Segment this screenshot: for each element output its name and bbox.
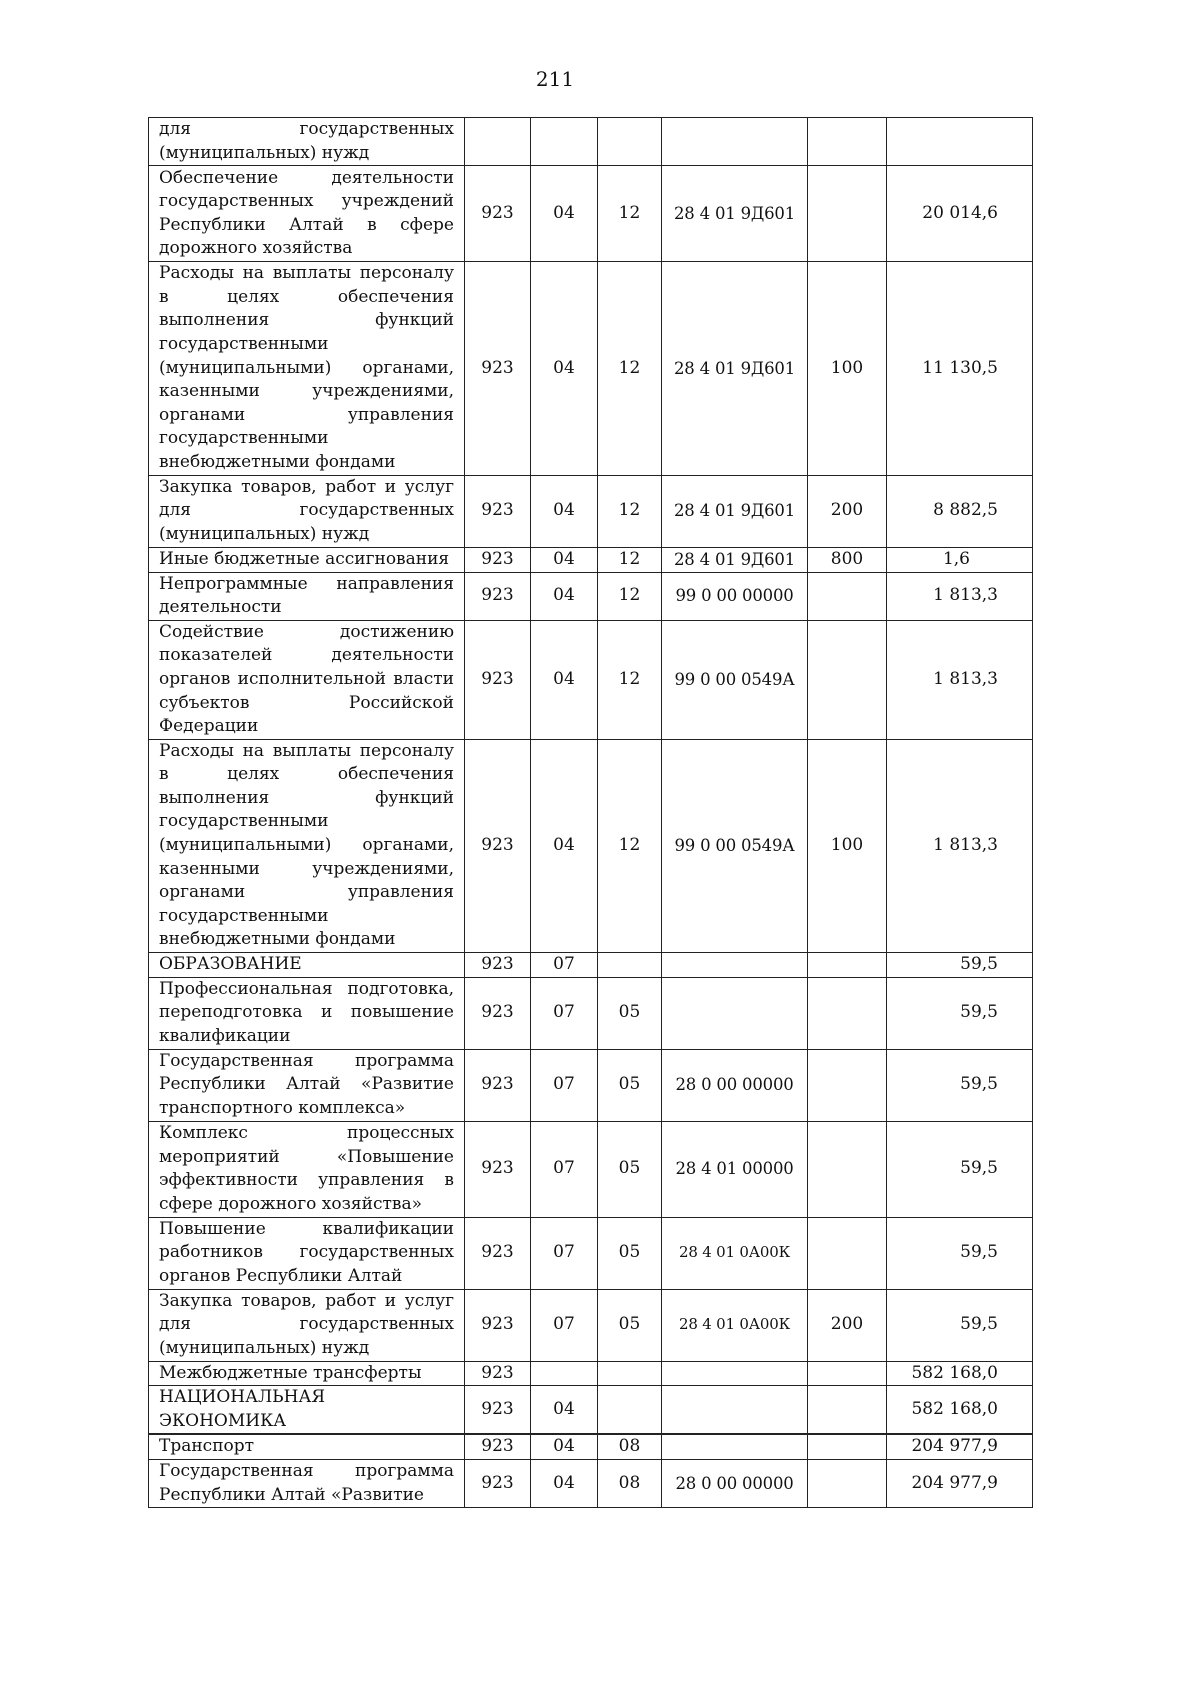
table-row [149, 1434, 1033, 1459]
cell-pr [598, 1361, 662, 1386]
cell-rz [531, 118, 598, 166]
cell-csr [662, 1434, 808, 1459]
row-name: Расходы на выплаты персоналу в целях обеспечения выполнения функций государственными (муниципальными) органами, казенными учреждениями, органами управления государственными внебюджетными фондами [149, 739, 465, 952]
cell-vr [808, 1361, 887, 1386]
cell-gr: 923 [465, 572, 531, 620]
table-row [149, 1386, 1033, 1435]
cell-csr [662, 977, 808, 1049]
cell-pr [598, 1386, 662, 1435]
cell-rz: 04 [531, 1434, 598, 1459]
cell-csr: 28 4 01 00000 [662, 1121, 808, 1217]
cell-sum: 1,6 [887, 547, 1033, 572]
row-name: для государственных (муниципальных) нужд [149, 118, 465, 166]
cell-vr [808, 1460, 887, 1508]
cell-gr: 923 [465, 475, 531, 547]
cell-vr: 200 [808, 475, 887, 547]
cell-rz: 04 [531, 547, 598, 572]
cell-pr: 05 [598, 1121, 662, 1217]
cell-csr [662, 1361, 808, 1386]
row-name: Транспорт [149, 1434, 465, 1459]
row-name: Закупка товаров, работ и услуг для государственных (муниципальных) нужд [149, 1289, 465, 1361]
cell-gr: 923 [465, 166, 531, 262]
row-name: Закупка товаров, работ и услуг для государственных (муниципальных) нужд [149, 475, 465, 547]
cell-csr: 28 4 01 0А00К [662, 1289, 808, 1361]
cell-gr: 923 [465, 620, 531, 739]
row-name: Содействие достижению показателей деятельности органов исполнительной власти субъектов Российской Федерации [149, 620, 465, 739]
cell-gr [465, 118, 531, 166]
cell-csr: 28 0 00 00000 [662, 1460, 808, 1508]
cell-csr: 28 4 01 9Д601 [662, 166, 808, 262]
cell-sum: 59,5 [887, 1121, 1033, 1217]
table-row [149, 1049, 1033, 1121]
cell-vr [808, 1386, 887, 1435]
cell-pr: 12 [598, 475, 662, 547]
cell-rz: 04 [531, 620, 598, 739]
cell-gr: 923 [465, 1434, 531, 1459]
cell-gr: 923 [465, 1460, 531, 1508]
cell-rz: 07 [531, 1289, 598, 1361]
cell-vr: 100 [808, 262, 887, 475]
cell-vr [808, 1049, 887, 1121]
cell-gr: 923 [465, 977, 531, 1049]
row-name: Обеспечение деятельности государственных учреждений Республики Алтай в сфере дорожного хозяйства [149, 166, 465, 262]
cell-csr: 99 0 00 0549А [662, 620, 808, 739]
cell-gr: 923 [465, 262, 531, 475]
cell-vr: 800 [808, 547, 887, 572]
cell-pr: 05 [598, 977, 662, 1049]
cell-sum: 582 168,0 [887, 1361, 1033, 1386]
table-row [149, 166, 1033, 262]
cell-vr: 200 [808, 1289, 887, 1361]
cell-gr: 923 [465, 1386, 531, 1435]
cell-vr [808, 118, 887, 166]
cell-pr [598, 118, 662, 166]
cell-gr: 923 [465, 547, 531, 572]
cell-sum: 8 882,5 [887, 475, 1033, 547]
row-name: Непрограммные направления деятельности [149, 572, 465, 620]
cell-sum: 582 168,0 [887, 1386, 1033, 1435]
cell-csr: 28 4 01 9Д601 [662, 262, 808, 475]
cell-rz: 07 [531, 1121, 598, 1217]
table-row [149, 1289, 1033, 1361]
cell-gr: 923 [465, 1217, 531, 1289]
row-name: Межбюджетные трансферты [149, 1361, 465, 1386]
budget-table [148, 117, 1033, 1508]
cell-vr [808, 1434, 887, 1459]
table-row [149, 475, 1033, 547]
cell-rz [531, 1361, 598, 1386]
cell-csr: 28 0 00 00000 [662, 1049, 808, 1121]
cell-csr [662, 953, 808, 978]
row-name: ОБРАЗОВАНИЕ [149, 953, 465, 978]
cell-sum: 1 813,3 [887, 739, 1033, 952]
page-number: 211 [535, 67, 575, 91]
row-name: Иные бюджетные ассигнования [149, 547, 465, 572]
cell-vr [808, 166, 887, 262]
cell-pr: 12 [598, 572, 662, 620]
cell-rz: 04 [531, 1386, 598, 1435]
cell-gr: 923 [465, 1289, 531, 1361]
cell-pr: 12 [598, 166, 662, 262]
cell-csr: 99 0 00 0549А [662, 739, 808, 952]
table-row [149, 953, 1033, 978]
table-row [149, 1217, 1033, 1289]
cell-sum: 1 813,3 [887, 572, 1033, 620]
row-name: Комплекс процессных мероприятий «Повышение эффективности управления в сфере дорожного хозяйства» [149, 1121, 465, 1217]
table-row [149, 547, 1033, 572]
cell-sum: 59,5 [887, 953, 1033, 978]
cell-rz: 04 [531, 1460, 598, 1508]
cell-sum: 59,5 [887, 1289, 1033, 1361]
cell-gr: 923 [465, 1121, 531, 1217]
cell-gr: 923 [465, 953, 531, 978]
cell-vr [808, 977, 887, 1049]
cell-vr: 100 [808, 739, 887, 952]
cell-pr: 12 [598, 262, 662, 475]
cell-rz: 07 [531, 1049, 598, 1121]
table-row [149, 1460, 1033, 1508]
cell-rz: 04 [531, 739, 598, 952]
cell-pr: 05 [598, 1049, 662, 1121]
table-row [149, 977, 1033, 1049]
table-row [149, 118, 1033, 166]
table-row [149, 739, 1033, 952]
cell-rz: 07 [531, 1217, 598, 1289]
cell-rz: 07 [531, 953, 598, 978]
cell-sum: 204 977,9 [887, 1434, 1033, 1459]
cell-vr [808, 572, 887, 620]
cell-csr: 99 0 00 00000 [662, 572, 808, 620]
cell-vr [808, 1121, 887, 1217]
row-name: Государственная программа Республики Алтай «Развитие транспортного комплекса» [149, 1049, 465, 1121]
cell-pr: 12 [598, 547, 662, 572]
cell-vr [808, 620, 887, 739]
cell-pr: 08 [598, 1460, 662, 1508]
cell-csr: 28 4 01 0А00К [662, 1217, 808, 1289]
table-row [149, 1121, 1033, 1217]
cell-gr: 923 [465, 1049, 531, 1121]
cell-rz: 04 [531, 166, 598, 262]
row-name: Профессиональная подготовка, переподготовка и повышение квалификации [149, 977, 465, 1049]
cell-rz: 04 [531, 475, 598, 547]
row-name: НАЦИОНАЛЬНАЯ ЭКОНОМИКА [149, 1386, 465, 1435]
cell-sum: 1 813,3 [887, 620, 1033, 739]
cell-pr: 12 [598, 620, 662, 739]
cell-pr [598, 953, 662, 978]
row-name: Повышение квалификации работников государственных органов Республики Алтай [149, 1217, 465, 1289]
cell-gr: 923 [465, 1361, 531, 1386]
cell-csr: 28 4 01 9Д601 [662, 547, 808, 572]
table-row [149, 262, 1033, 475]
table-row [149, 1361, 1033, 1386]
cell-sum: 59,5 [887, 1049, 1033, 1121]
cell-csr [662, 118, 808, 166]
cell-rz: 04 [531, 572, 598, 620]
cell-rz: 04 [531, 262, 598, 475]
cell-gr: 923 [465, 739, 531, 952]
cell-pr: 05 [598, 1289, 662, 1361]
row-name: Государственная программа Республики Алтай «Развитие [149, 1460, 465, 1508]
cell-pr: 05 [598, 1217, 662, 1289]
table-row [149, 572, 1033, 620]
cell-sum: 59,5 [887, 977, 1033, 1049]
cell-sum: 20 014,6 [887, 166, 1033, 262]
cell-csr [662, 1386, 808, 1435]
row-name: Расходы на выплаты персоналу в целях обеспечения выполнения функций государственными (муниципальными) органами, казенными учреждениями, органами управления государственными внебюджетными фондами [149, 262, 465, 475]
cell-vr [808, 953, 887, 978]
cell-sum: 204 977,9 [887, 1460, 1033, 1508]
cell-csr: 28 4 01 9Д601 [662, 475, 808, 547]
cell-sum: 11 130,5 [887, 262, 1033, 475]
cell-pr: 08 [598, 1434, 662, 1459]
cell-pr: 12 [598, 739, 662, 952]
cell-sum: 59,5 [887, 1217, 1033, 1289]
cell-rz: 07 [531, 977, 598, 1049]
cell-sum [887, 118, 1033, 166]
table-row [149, 620, 1033, 739]
cell-vr [808, 1217, 887, 1289]
